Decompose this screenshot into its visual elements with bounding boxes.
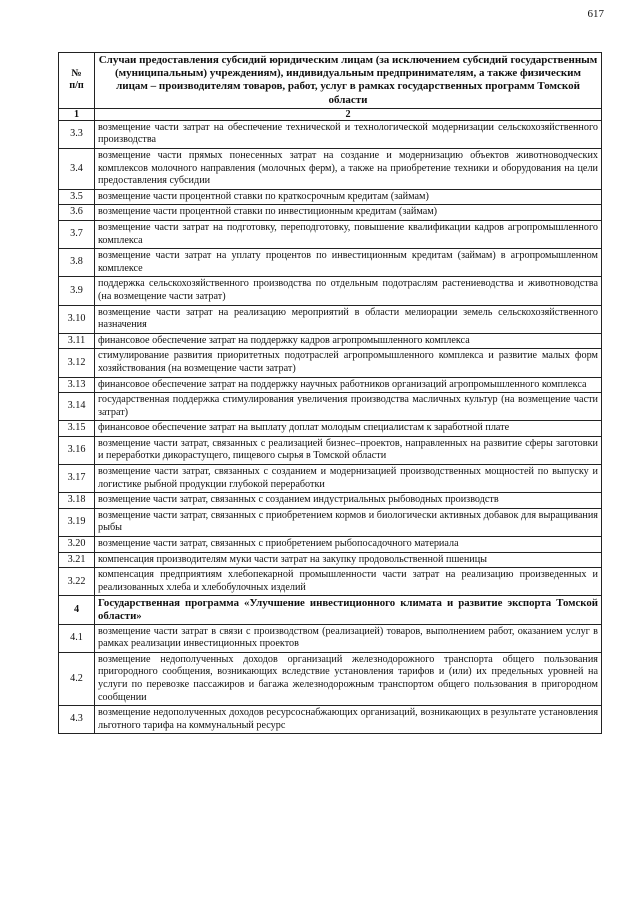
row-description: возмещение части затрат, связанных с приобретением кормов и биологически активных добавок для выращивания рыбы	[95, 508, 602, 536]
section-row	[59, 596, 602, 624]
table-row	[59, 508, 602, 536]
row-number: 3.4	[59, 149, 95, 190]
table-row	[59, 393, 602, 421]
row-number: 3.14	[59, 393, 95, 421]
page-number: 617	[587, 8, 604, 20]
row-description: возмещение недополученных доходов ресурсоснабжающих организаций, возникающих в результате установления льготного тарифа на коммунальный ресурс	[95, 706, 602, 734]
table-header-row	[59, 53, 602, 109]
table-row	[59, 568, 602, 596]
row-description: возмещение части затрат, связанных с созданием индустриальных рыбоводных производств	[95, 493, 602, 509]
row-number: 3.15	[59, 421, 95, 437]
row-number: 4.3	[59, 706, 95, 734]
table-row	[59, 377, 602, 393]
row-description: финансовое обеспечение затрат на выплату доплат молодым специалистам к заработной плате	[95, 421, 602, 437]
row-number: 4.2	[59, 652, 95, 705]
table-row	[59, 305, 602, 333]
table-row	[59, 552, 602, 568]
table-row	[59, 436, 602, 464]
table-row	[59, 421, 602, 437]
row-description: возмещение недополученных доходов организаций железнодорожного транспорта общего пользования пригородного сообщения, возникающих вследствие установления тарифов и (или) их предельных уровней на услуги по перевозке пассажиров и багажа железнодорожным транспортом общего пользования в пригородном сообщении	[95, 652, 602, 705]
row-number: 3.8	[59, 249, 95, 277]
row-description: компенсация производителям муки части затрат на закупку продовольственной пшеницы	[95, 552, 602, 568]
row-number: 4	[59, 596, 95, 624]
row-description: государственная поддержка стимулирования увеличения производства масличных культур (на возмещение части затрат)	[95, 393, 602, 421]
table-row	[59, 149, 602, 190]
row-number: 3.7	[59, 220, 95, 248]
table-row	[59, 220, 602, 248]
row-description: возмещение части затрат, связанных с реализацией бизнес–проектов, направленных на развитие сферы заготовки и переработки дикорастущего, пищевого сырья в Томской области	[95, 436, 602, 464]
table-row	[59, 349, 602, 377]
row-description: возмещение части затрат, связанных с созданием и модернизацией производственных мощностей по выпуску и логистике рыбной продукции глубокой переработки	[95, 465, 602, 493]
header-title: Случаи предоставления субсидий юридическим лицам (за исключением субсидий государственным (муниципальным) учреждениям), индивидуальным предпринимателям, а также физическим лицам – производителям товаров, работ, услуг в рамках государственных программ Томской области	[95, 53, 602, 109]
table-row	[59, 537, 602, 553]
subsidy-cases-table	[58, 52, 602, 734]
row-description: компенсация предприятиям хлебопекарной промышленности части затрат на реализацию произведенных и реализованных хлеба и хлебобулочных изделий	[95, 568, 602, 596]
column-number-2: 2	[95, 108, 602, 120]
row-number: 3.22	[59, 568, 95, 596]
table-row	[59, 624, 602, 652]
row-number: 3.9	[59, 277, 95, 305]
table-row	[59, 652, 602, 705]
row-number: 3.6	[59, 205, 95, 221]
header-number-label	[59, 53, 95, 109]
table-row	[59, 706, 602, 734]
table-row	[59, 277, 602, 305]
row-number: 3.12	[59, 349, 95, 377]
row-description: возмещение части затрат на подготовку, переподготовку, повышение квалификации кадров агропромышленного комплекса	[95, 220, 602, 248]
row-number: 3.3	[59, 120, 95, 148]
table-row	[59, 493, 602, 509]
row-number: 3.20	[59, 537, 95, 553]
table-row	[59, 333, 602, 349]
row-description: возмещение части затрат в связи с производством (реализацией) товаров, выполнением работ, оказанием услуг в рамках реализации инвестиционных проектов	[95, 624, 602, 652]
row-description: возмещение части затрат на реализацию мероприятий в области мелиорации земель сельскохозяйственного назначения	[95, 305, 602, 333]
row-description: возмещение части процентной ставки по краткосрочным кредитам (займам)	[95, 189, 602, 205]
row-number: 3.11	[59, 333, 95, 349]
row-description: возмещение части затрат на обеспечение технической и технологической модернизации сельскохозяйственного производства	[95, 120, 602, 148]
header-number-label-text: № п/п	[69, 67, 84, 92]
row-number: 3.19	[59, 508, 95, 536]
row-number: 3.13	[59, 377, 95, 393]
column-number-row	[59, 108, 602, 120]
table-row	[59, 205, 602, 221]
row-number: 3.10	[59, 305, 95, 333]
row-number: 3.5	[59, 189, 95, 205]
row-description: финансовое обеспечение затрат на поддержку научных работников организаций агропромышленного комплекса	[95, 377, 602, 393]
row-description: стимулирование развития приоритетных подотраслей агропромышленного комплекса и развитие малых форм хозяйствования (на возмещение части затрат)	[95, 349, 602, 377]
row-number: 3.18	[59, 493, 95, 509]
row-description: возмещение части затрат на уплату процентов по инвестиционным кредитам (займам) в агропромышленном комплексе	[95, 249, 602, 277]
row-number: 4.1	[59, 624, 95, 652]
row-description: возмещение части затрат, связанных с приобретением рыбопосадочного материала	[95, 537, 602, 553]
section-title: Государственная программа «Улучшение инвестиционного климата и развитие экспорта Томской области»	[95, 596, 602, 624]
row-number: 3.21	[59, 552, 95, 568]
row-number: 3.16	[59, 436, 95, 464]
table-row	[59, 120, 602, 148]
column-number-1: 1	[59, 108, 95, 120]
table-row	[59, 465, 602, 493]
table-row	[59, 249, 602, 277]
table-row	[59, 189, 602, 205]
row-description: возмещение части процентной ставки по инвестиционным кредитам (займам)	[95, 205, 602, 221]
row-description: финансовое обеспечение затрат на поддержку кадров агропромышленного комплекса	[95, 333, 602, 349]
row-description: возмещение части прямых понесенных затрат на создание и модернизацию объектов животноводческих комплексов молочного направления (молочных ферм), а также на приобретение техники и оборудования на цели предоставления субсидии	[95, 149, 602, 190]
row-description: поддержка сельскохозяйственного производства по отдельным подотраслям растениеводства и животноводства (на возмещение части затрат)	[95, 277, 602, 305]
row-number: 3.17	[59, 465, 95, 493]
